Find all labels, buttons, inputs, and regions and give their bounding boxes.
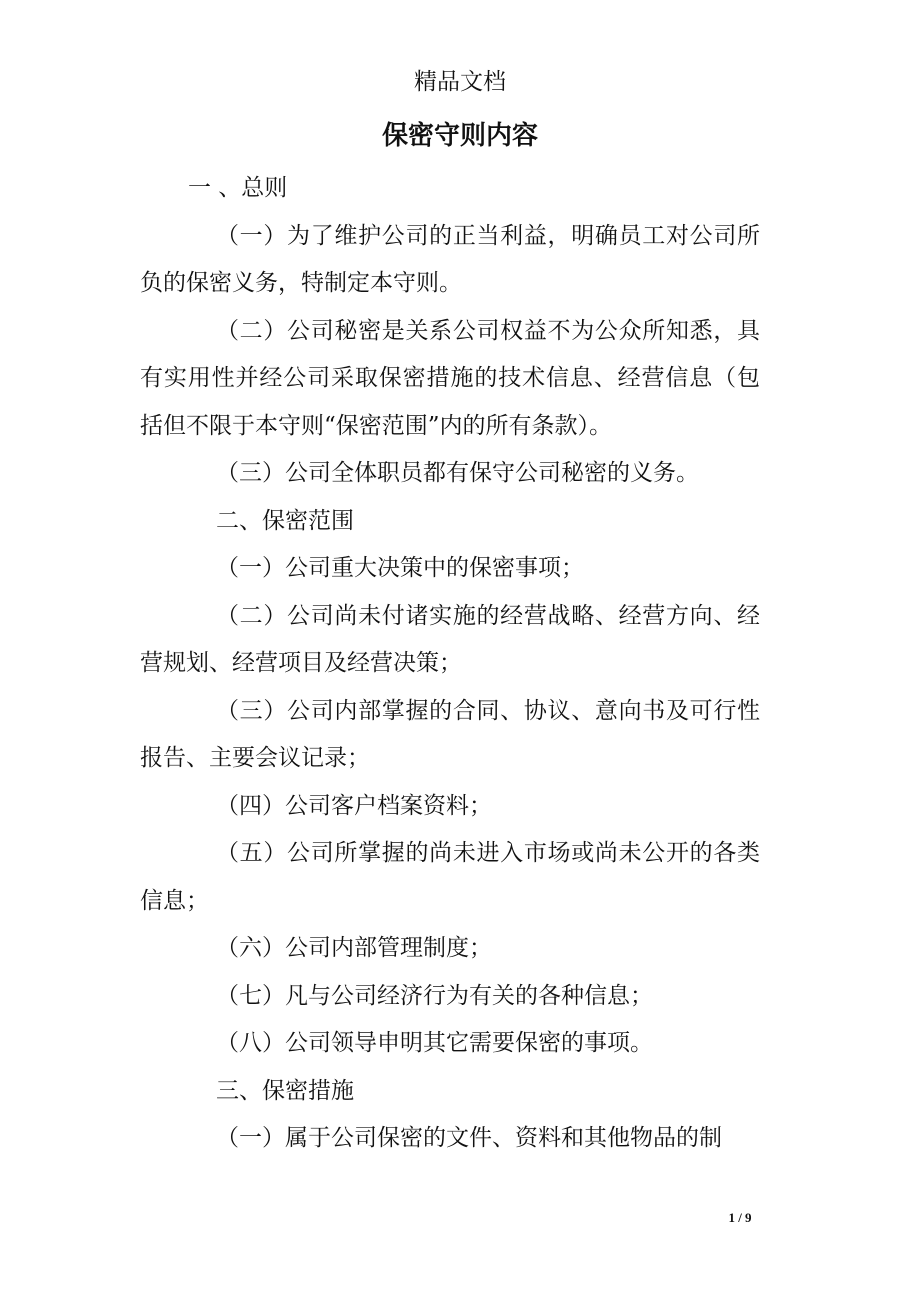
paragraph: （二）公司尚未付诸实施的经营战略、经营方向、经营规划、经营项目及经营决策； <box>140 602 760 676</box>
section-heading: 二、保密范围 <box>216 507 354 534</box>
section-heading: 三、保密措施 <box>216 1077 354 1104</box>
page-number: 1 / 9 <box>728 1210 752 1225</box>
paragraph: （一）为了维护公司的正当利益，明确员工对公司所负的保密义务，特制定本守则。 <box>140 222 760 296</box>
document-body <box>140 165 760 1163</box>
paragraph: （一）属于公司保密的文件、资料和其他物品的制 <box>216 1125 722 1151</box>
paragraph: （二）公司秘密是关系公司权益不为公众所知悉，具有实用性并经公司采取保密措施的技术信息、经营信息（包括但不限于本守则“保密范围”内的所有条款）。 <box>140 317 760 439</box>
document-title: 保密守则内容 <box>381 121 538 151</box>
paragraph: （七）凡与公司经济行为有关的各种信息； <box>216 982 653 1009</box>
paragraph: （一）公司重大决策中的保密事项； <box>216 555 584 581</box>
section-heading: 一 、总则 <box>188 175 288 201</box>
paragraph: （三）公司全体职员都有保守公司秘密的义务。 <box>216 460 699 486</box>
paragraph: （三）公司内部掌握的合同、协议、意向书及可行性报告、主要会议记录； <box>140 697 760 771</box>
paragraph: （八）公司领导申明其它需要保密的事项。 <box>216 1030 653 1056</box>
page-header: 精品文档 <box>414 69 506 95</box>
paragraph: （五）公司所掌握的尚未进入市场或尚未公开的各类信息； <box>140 840 760 914</box>
paragraph: （四）公司客户档案资料； <box>216 792 492 819</box>
paragraph: （六）公司内部管理制度； <box>216 935 492 961</box>
